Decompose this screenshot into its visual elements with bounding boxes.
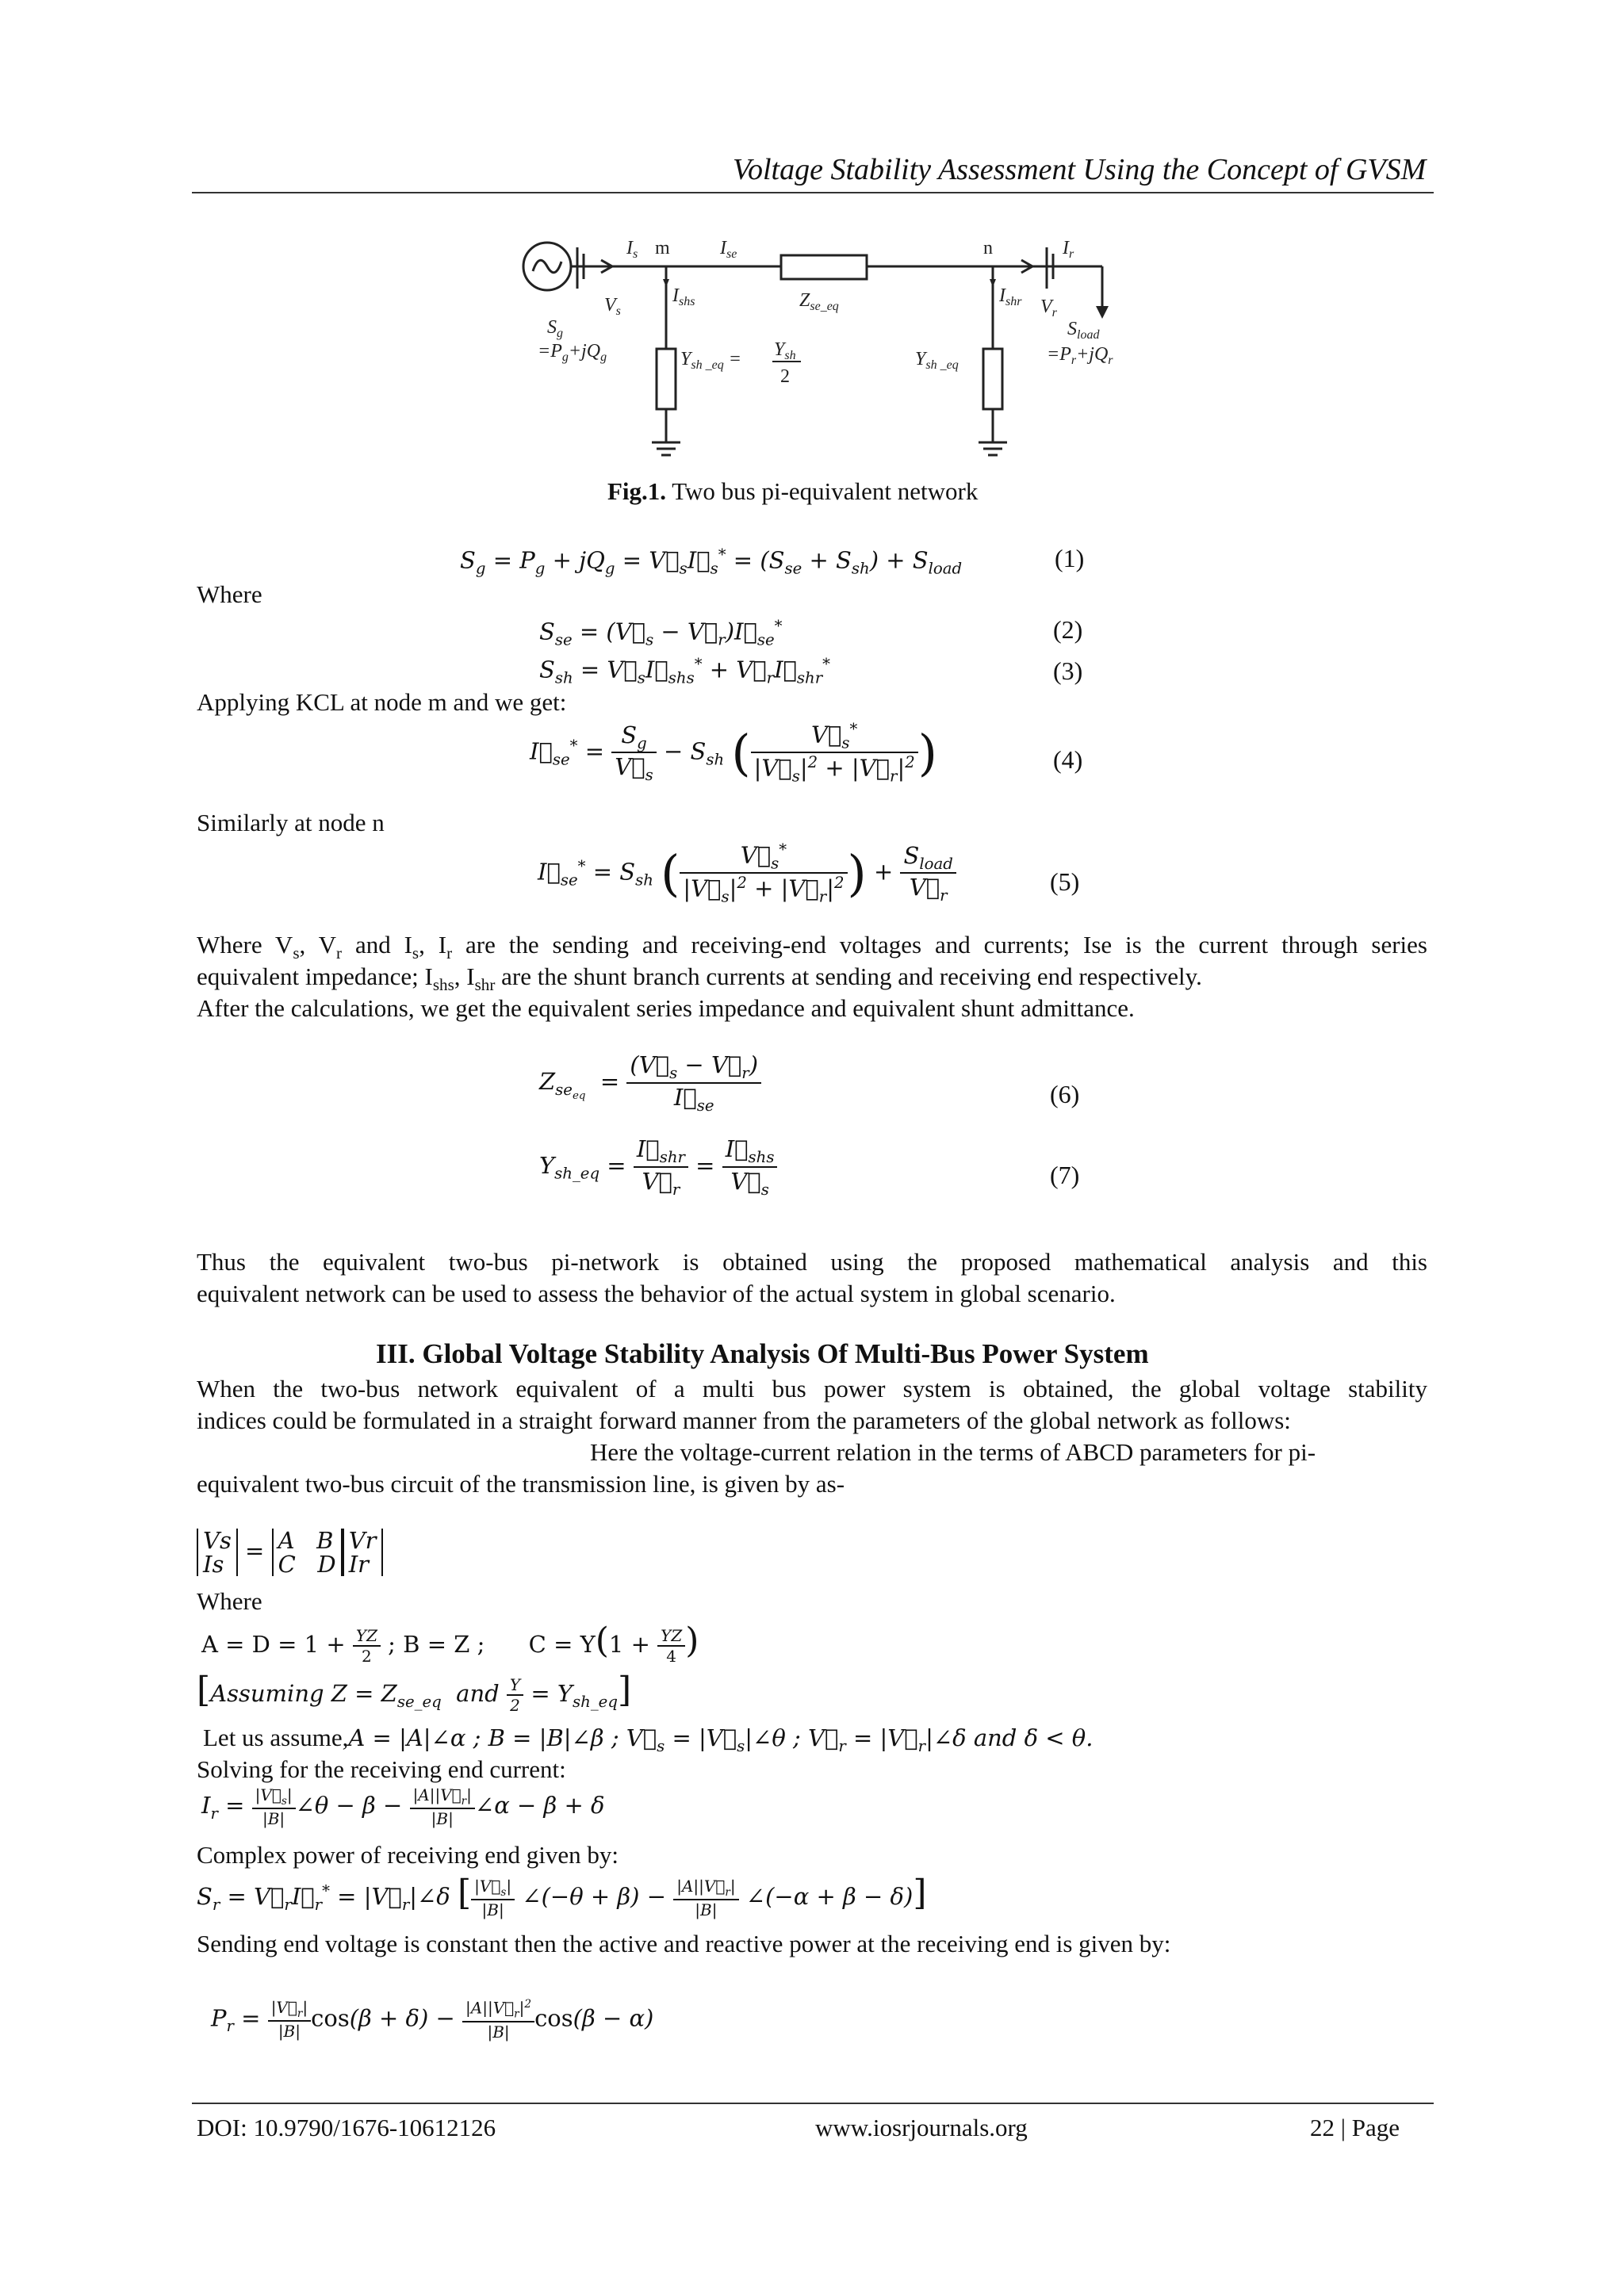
footer-doi: DOI: 10.9790/1676-10612126 [197, 2114, 496, 2141]
paragraph-1-line-1: Where $V_s$, $V_r$ and $I_s$, $I_r$ are the sending and receiving-end voltages and currents; Ise is the current through series [197, 931, 1427, 963]
svg-text:Vr: $V_r$ [1040, 297, 1057, 320]
footer-website-link[interactable]: www.iosrjournals.org [815, 2114, 1028, 2141]
svg-text:Zse_eq: $Z_{se\_eq}$ [799, 290, 839, 313]
equation-number: (7) [1050, 1161, 1080, 1189]
paragraph-3-line-3: Here the voltage-current relation in the terms of ABCD parameters for pi- [590, 1438, 1316, 1466]
svg-text:Sload: $S_{load}$ [1067, 319, 1100, 342]
paragraph-3-line-2: indices could be formulated in a straight forward manner from the parameters of the global network as follows: [197, 1406, 1291, 1434]
assumption-line: [Assuming $Z = Z_{se\_eq}$ and $\frac{Y}{2}$ = $Y_{sh\_eq}$] [197, 1670, 632, 1715]
equation-number: (5) [1050, 867, 1080, 896]
equation-number: (1) [1055, 544, 1085, 572]
label-is: I [626, 238, 633, 258]
svg-text:=Pg+jQg: $=P_g+jQ_g$ [538, 341, 607, 364]
circuit-figure [508, 230, 1158, 472]
running-header: Voltage Stability Assessment Using the Concept of GVSM [733, 153, 1427, 186]
footer-page-number: 22 | Page [1310, 2114, 1400, 2141]
svg-text:Vs: $V_s$ [604, 295, 621, 318]
equation-7: $Y_{sh\_eq}$ = $\frac{I⃗_{shr}}{V⃗_r}$ = $\frac{I⃗_{shs}}{V⃗_s}$ [539, 1135, 777, 1199]
let-assume-line: Let us assume,A = |A|∠α ; B = |B|∠β ; $V⃗_s$ = $|V⃗_s|\angle\theta$ ; $V⃗_r$ = $|V⃗_r|\angle\delta$ and δ < θ. [203, 1724, 1094, 1755]
complex-power-equation: $S_r$ = $V⃗_rI⃗_r^*$ = $|V⃗_r|\angle\delta$ [ $\frac{|V⃗_s|}{|B|}$ ∠(−θ + β) − $\frac{|A||V⃗_r|}{|B|}$ ∠(−α + β − δ)] [197, 1873, 927, 1919]
svg-text:Ysh _eq =: $Y_{sh \_eq}$ = [680, 349, 741, 372]
svg-text:=Pr+jQr: $=P_r+jQ_r$ [1047, 344, 1113, 367]
equation-3: $S_{sh}$ = $V⃗_sI⃗_{shs}^*$ + $V⃗_rI⃗_{shr}^*$ [539, 655, 831, 687]
equation-6: $Z_{se_{eq}}$ = $\frac{(V⃗_s - V⃗_r)}{I⃗_{se}}$ [539, 1051, 761, 1115]
equation-number: (2) [1053, 615, 1083, 644]
equation-number: (3) [1053, 656, 1083, 685]
solving-text: Solving for the receiving end current: [197, 1755, 566, 1783]
where-label: Where [197, 580, 262, 608]
svg-text:Ir: $I_r$ [1063, 238, 1074, 261]
equation-4: $I⃗_{se}^*$ = $\frac{S_g}{V⃗_s}$ − $S_{sh}$ ( $\frac{V⃗_s^*}{|V⃗_s|^2 + |V⃗_r|^2}$ ) [530, 720, 937, 786]
kcl-text: Applying KCL at node m and we get: [197, 688, 567, 716]
svg-text:Ise: $I_{se}$ [720, 238, 737, 261]
equation-number: (6) [1050, 1080, 1080, 1108]
paragraph-1-line-2: equivalent impedance; $I_{shs}$, $I_{shr}$ are the shunt branch currents at sending and receiving end respectively. [197, 962, 1202, 995]
section-heading: III. Global Voltage Stability Analysis Of Multi-Bus Power System [376, 1338, 1149, 1369]
equation-5: $I⃗_{se}^* = S_{sh}$ ( $\frac{V⃗_s^*}{|V⃗_s|^2 + |V⃗_r|^2}$ ) + $\frac{S_{load}}{V⃗_r}$ [538, 840, 956, 906]
svg-text:Ishs: $I_{shs}$ [672, 285, 695, 308]
equation-2: $S_{se}$ = ($V⃗_s$ − $V⃗_r)I⃗_{se}^*$ [539, 617, 783, 649]
label-node-m: m [655, 238, 670, 258]
paragraph-3-line-4: equivalent two-bus circuit of the transmission line, is given by as- [197, 1470, 845, 1498]
svg-text:Ysh: $Y_{sh}$ [774, 339, 796, 362]
paragraph-2-line-1: Thus the equivalent two-bus pi-network is obtained using the proposed mathematical analysis and this [197, 1248, 1427, 1276]
footer-rule [192, 2103, 1434, 2104]
active-power-equation: $P_r$ = $\frac{|V⃗_r|}{|B|}$ cos(β + δ) − $\frac{|A||V⃗_r|^2}{|B|}$ cos(β − α) [211, 1998, 654, 2042]
similarly-text: Similarly at node n [197, 809, 385, 836]
paragraph-2-line-2: equivalent network can be used to assess the behavior of the actual system in global scenario. [197, 1280, 1116, 1307]
paragraph-3-line-1: When the two-bus network equivalent of a multi bus power system is obtained, the global voltage stability [197, 1375, 1427, 1402]
complex-power-text: Complex power of receiving end given by: [197, 1841, 619, 1869]
paragraph-1-line-3: After the calculations, we get the equivalent series impedance and equivalent shunt admittance. [197, 994, 1135, 1022]
equation-number: (4) [1053, 745, 1083, 774]
abcd-matrix-equation: Vs Is = A B C DVr Ir [197, 1529, 383, 1576]
header-rule [192, 192, 1434, 193]
where-label: Where [197, 1587, 262, 1615]
receiving-current-equation: $I_r$ = $\frac{|V⃗_s|}{|B|}$ ∠θ − β − $\frac{|A||V⃗_r|}{|B|}$ ∠α − β + δ [201, 1785, 605, 1828]
sending-constant-text: Sending end voltage is constant then the active and reactive power at the receiving end is given by: [197, 1930, 1171, 1957]
svg-text:Ishr: $I_{shr}$ [999, 285, 1022, 308]
figure-caption: Fig.1. Two bus pi-equivalent network [607, 477, 979, 505]
svg-text:Sg: $S_g$ [547, 317, 563, 340]
equation-1: $S_g = P_g + jQ_g$ = $V⃗_sI⃗_s^* = (S_{se} + S_{sh}) + S_{load}$ [460, 545, 963, 578]
abcd-definitions: A = D = 1 + $\frac{YZ}{2}$ ; B = Z ; C = Y(1 + $\frac{YZ}{4}$ ) [201, 1621, 699, 1666]
svg-text:2: 2 [780, 366, 790, 387]
label-node-n: n [983, 238, 993, 258]
svg-text:Ysh _eq: $Y_{sh \_eq}$ [915, 349, 959, 372]
svg-text:Is: $I_s$ [626, 238, 638, 261]
